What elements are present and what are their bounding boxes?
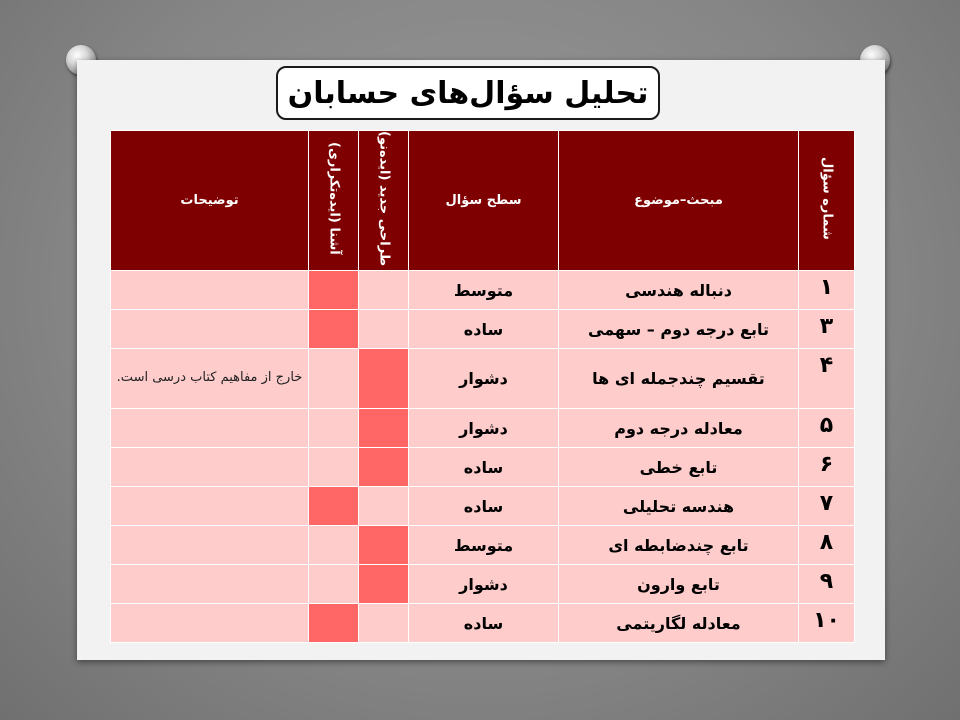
table-row [111,310,855,349]
row-notes [111,448,309,487]
row-familiar-mark [309,310,359,349]
row-familiar-mark [309,487,359,526]
row-topic: هندسه تحلیلی [559,487,799,526]
row-number: ۸ [799,526,855,565]
row-number: ۴ [799,349,855,409]
row-new-design-mark [359,526,409,565]
row-level: دشوار [409,409,559,448]
title-box [276,66,660,120]
table-row [111,271,855,310]
row-new-design-mark [359,349,409,409]
table-row [111,526,855,565]
table-row [111,349,855,409]
row-number: ۱۰ [799,604,855,643]
row-number: ۵ [799,409,855,448]
row-notes [111,604,309,643]
row-familiar-mark [309,349,359,409]
row-familiar-mark [309,604,359,643]
header-new-design: طراحی جدید (ایده‌نو) [359,131,409,271]
row-familiar-mark [309,448,359,487]
row-level: ساده [409,310,559,349]
row-new-design-mark [359,487,409,526]
row-notes [111,409,309,448]
row-level: دشوار [409,349,559,409]
row-level: متوسط [409,526,559,565]
row-familiar-mark [309,271,359,310]
row-new-design-mark [359,310,409,349]
row-topic: تابع درجه دوم – سهمی [559,310,799,349]
table-row [111,565,855,604]
row-topic: معادله درجه دوم [559,409,799,448]
row-number: ۶ [799,448,855,487]
row-topic: تابع وارون [559,565,799,604]
row-new-design-mark [359,409,409,448]
row-level: دشوار [409,565,559,604]
row-topic: تابع چندضابطه ای [559,526,799,565]
row-notes [111,565,309,604]
row-level: ساده [409,448,559,487]
header-notes: توضیحات [111,131,309,271]
row-topic: تابع خطی [559,448,799,487]
row-number: ۳ [799,310,855,349]
header-number: شماره سؤال [799,131,855,271]
row-notes [111,526,309,565]
page-title: تحلیل سؤال‌های حسابان [287,75,649,111]
row-notes [111,271,309,310]
row-number: ۷ [799,487,855,526]
table-row [111,604,855,643]
header-level: سطح سؤال [409,131,559,271]
table-row [111,448,855,487]
header-familiar: آشنا (ایده‌تکراری) [309,131,359,271]
row-new-design-mark [359,565,409,604]
row-familiar-mark [309,565,359,604]
header-topic: مبحث–موضوع [559,131,799,271]
header-row [111,131,855,271]
row-number: ۱ [799,271,855,310]
row-notes: خارج از مفاهیم کتاب درسی است. [111,349,309,409]
row-level: ساده [409,604,559,643]
table-row [111,409,855,448]
row-level: ساده [409,487,559,526]
row-level: متوسط [409,271,559,310]
row-number: ۹ [799,565,855,604]
row-new-design-mark [359,271,409,310]
row-familiar-mark [309,409,359,448]
row-topic: دنباله هندسی [559,271,799,310]
table-row [111,487,855,526]
row-familiar-mark [309,526,359,565]
row-topic: معادله لگاریتمی [559,604,799,643]
analysis-table [110,130,855,643]
row-notes [111,487,309,526]
row-new-design-mark [359,448,409,487]
row-notes [111,310,309,349]
row-new-design-mark [359,604,409,643]
row-topic: تقسیم چندجمله ای ها [559,349,799,409]
